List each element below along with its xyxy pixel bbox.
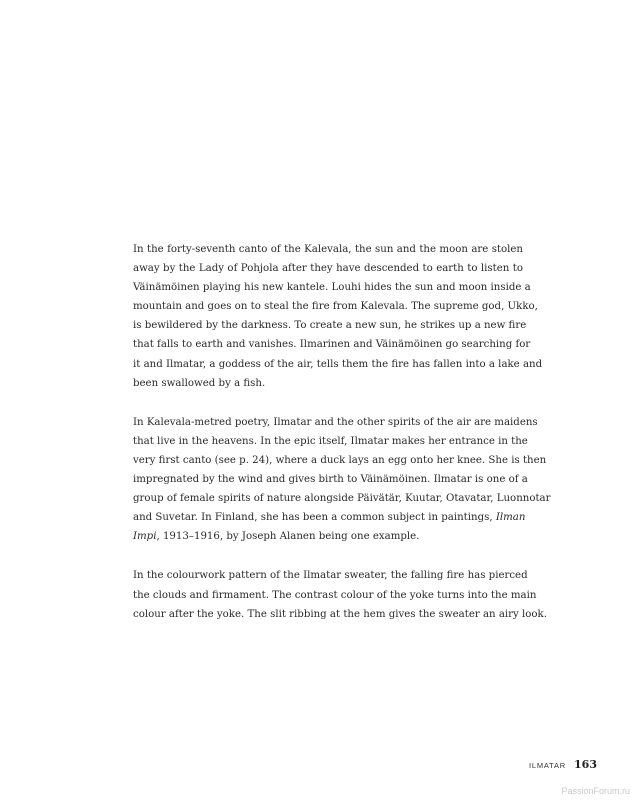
text-line — [133, 527, 523, 546]
text-line: been swallowed by a fish. — [133, 377, 266, 389]
text-line: Väinämöinen playing his new kantele. Louhi hides the sun and moon inside a — [133, 282, 531, 294]
text-line: In Kalevala-metred poetry, Ilmatar and the other spirits of the air are maidens — [133, 416, 538, 428]
body-text — [133, 240, 551, 644]
painting-title-italic: Impi — [133, 531, 157, 543]
text-line: that live in the heavens. In the epic itself, Ilmatar makes her entrance in the — [133, 435, 528, 447]
text-line: that falls to earth and vanishes. Ilmarinen and Väinämöinen go searching for — [133, 339, 531, 351]
page-footer — [529, 758, 597, 771]
text-line: away by the Lady of Pohjola after they have descended to earth to listen to — [133, 263, 523, 275]
text-line: group of female spirits of nature alongside Päivätär, Kuutar, Otavatar, Luonnotar — [133, 493, 551, 505]
page-number: 163 — [574, 758, 597, 771]
text-line: very first canto (see p. 24), where a duck lays an egg onto her knee. She is then — [133, 454, 547, 466]
watermark: PassionForum.ru — [561, 786, 630, 796]
text-segment: and Suvetar. In Finland, she has been a common subject in paintings, — [133, 512, 493, 524]
text-line: is bewildered by the darkness. To create a new sun, he strikes up a new fire — [133, 320, 527, 332]
text-line: In the forty-seventh canto of the Kalevala, the sun and the moon are stolen — [133, 244, 523, 255]
text-line: mountain and goes on to steal the fire from Kalevala. The supreme god, Ukko, — [133, 301, 538, 313]
text-line: impregnated by the wind and gives birth to Väinämöinen. Ilmatar is one of a — [133, 474, 528, 486]
text-segment: , 1913–1916, by Joseph Alanen being one example. — [156, 531, 420, 543]
text-line: In the colourwork pattern of the Ilmatar sweater, the falling fire has pierced — [133, 570, 528, 582]
text-line: it and Ilmatar, a goddess of the air, tells them the fire has fallen into a lake and — [133, 358, 543, 370]
paragraph-2 — [133, 413, 551, 547]
text-line: colour after the yoke. The slit ribbing at the hem gives the sweater an airy look. — [133, 608, 547, 620]
text-line: the clouds and firmament. The contrast colour of the yoke turns into the main — [133, 589, 537, 601]
paragraph-3 — [133, 566, 547, 623]
paragraph-1 — [133, 240, 543, 393]
painting-title-italic: Ilman — [495, 512, 526, 524]
text-line — [133, 508, 526, 527]
running-head: ILMATAR — [529, 761, 567, 770]
